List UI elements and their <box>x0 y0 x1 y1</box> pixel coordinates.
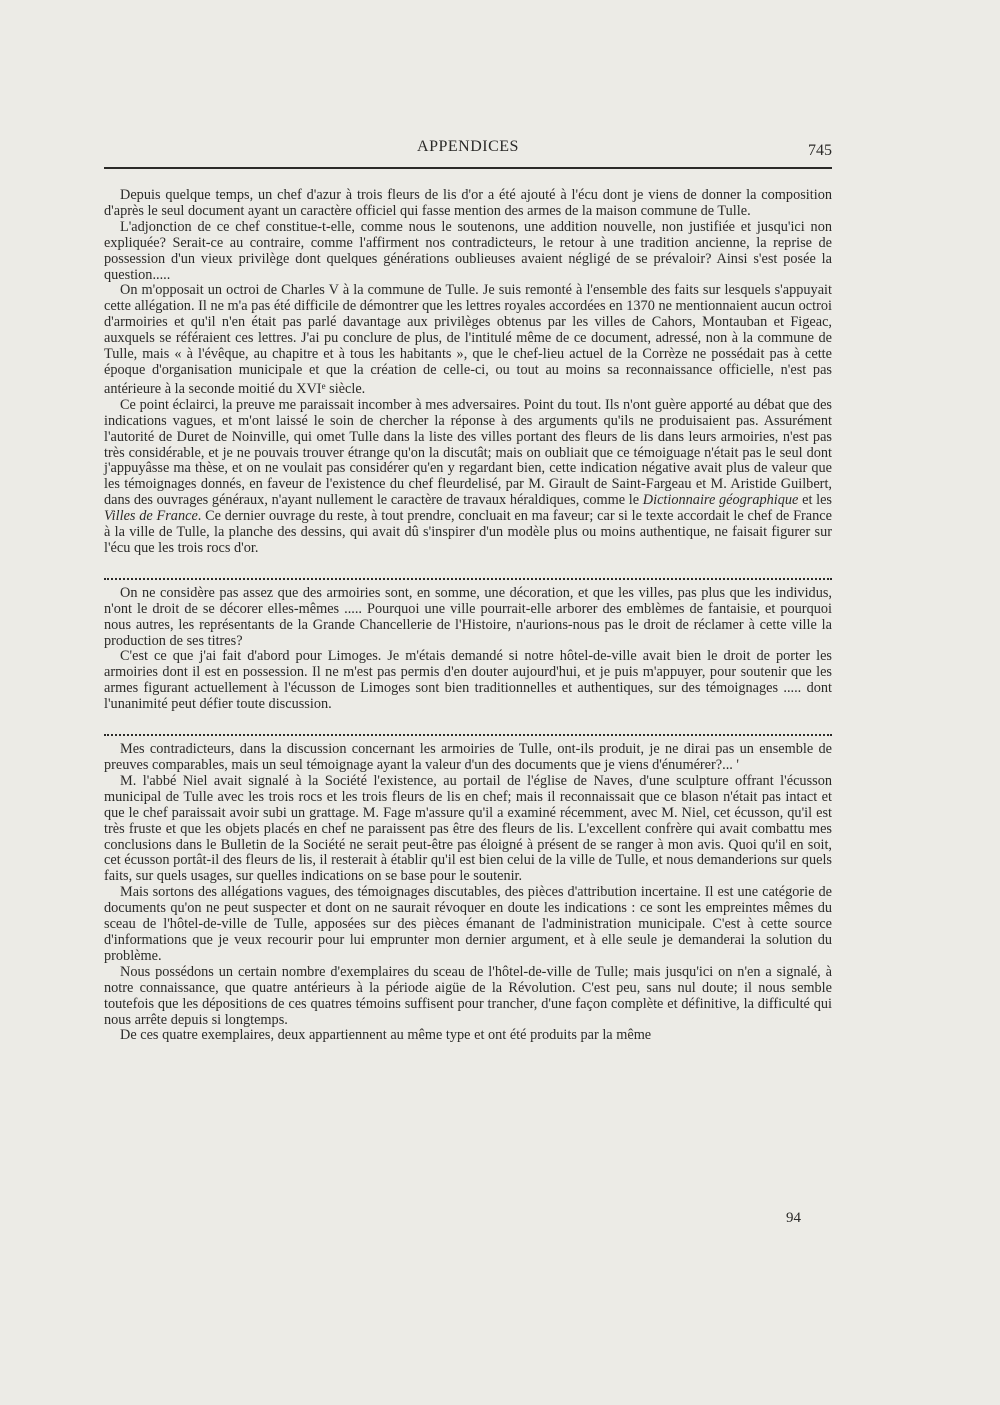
paragraph-text: On m'opposait un octroi de Charles V à la commune de Tulle. Je suis remonté à l'ensemble des faits sur lesquels s'appuyait cette allégation. Il ne m'a pas été difficile de démontrer que les lettres royales accordées en 1370 ne mentionnaient aucun octroi d'armoiries et qu'il n'en était pas parlé davantage aux privilèges obtenus par les villes de Cahors, Montauban et Figeac, auxquels se référaient ces lettres. J'ai pu conclure de plus, de l'intitulé même de ce document, adressé, non à la commune de Tulle, mais « à l'évêque, au chapitre et à tous les habitants », que le chef-lieu actuel de la Corrèze ne possédait pas à cette époque d'organisation municipale et que la création de celle-ci, ou tout au moins sa reconnaissance officielle, n'est pas antérieure à la seconde moitié du <box>104 282 832 397</box>
paragraph: L'adjonction de ce chef constitue-t-elle, comme nous le soutenons, une addition nouvelle, non justifiée et jusqu'ici non expliquée? Serait-ce au contraire, comme l'affirment nos contradicteurs, le retour à une tradition ancienne, la reprise de possession d'un vieux privilège dont quelques générations oublieuses avaient négligé de se prévaloir? Ainsi s'est posée la question..... <box>104 218 832 283</box>
paragraph: Nous possédons un certain nombre d'exemplaires du sceau de l'hôtel-de-ville de Tulle; mais jusqu'ici on n'en a signalé, à notre connaissance, que quatre antérieurs à la période aigüe de la Révolution. C'est peu, sans nul doute; il nous semble toutefois que les dépositions de ces quatres témoins suffisent pour trancher, d'une façon complète et définitive, la difficulté qui nous arrête depuis si longtemps. <box>104 963 832 1028</box>
signature-folio: 94 <box>786 1210 801 1226</box>
paragraph: On ne considère pas assez que des armoiries sont, en somme, une décoration, et que les villes, pas plus que les individus, n'ont le droit de se décorer elles-mêmes ..... Pourquoi une ville pourrait-elle arborer des emblèmes de fantaisie, et pourquoi nous autres, les représentants de la Grande Chancellerie de l'Histoire, n'aurions-nous pas le droit de réclamer à cette ville la production de ses titres? <box>104 584 832 649</box>
paragraph-text-mid: et les <box>798 492 832 509</box>
book-title: Villes de France <box>104 508 198 525</box>
paragraph <box>104 283 832 397</box>
paragraph-text-end: siècle. <box>325 380 366 397</box>
ellipsis-divider <box>104 560 832 580</box>
book-title: Dictionnaire géographique <box>642 492 799 509</box>
paragraph <box>104 398 832 557</box>
ellipsis-divider <box>104 716 832 736</box>
paragraph: Depuis quelque temps, un chef d'azur à trois fleurs de lis d'or a été ajouté à l'écu dont je viens de donner la composition d'après le seul document ayant un caractère officiel qui fasse mention des armes de la maison commune de Tulle. <box>104 187 832 219</box>
paragraph-text-end: . Ce dernier ouvrage du reste, à tout prendre, concluait en ma faveur; car si le texte accordait le chef de France à la ville de Tulle, la planche des dessins, qui avait dû s'inspirer d'un modèle plus ou moins authentique, ne faisait figurer sur l'écu que les trois rocs d'or. <box>104 508 832 556</box>
paragraph: C'est ce que j'ai fait d'abord pour Limoges. Je m'étais demandé si notre hôtel-de-ville avait bien le droit de porter les armoiries dont il est en possession. Il ne m'est pas permis d'en douter aujourd'hui, et je puis m'appuyer, pour soutenir que les armes figurant actuellement à l'écusson de Limoges sont bien traditionnelles et authentiques, sur des témoignages ..... dont l'unanimité peut défier toute discussion. <box>104 648 832 713</box>
header-rule <box>104 167 832 169</box>
page-header <box>104 136 832 166</box>
paragraph: De ces quatre exemplaires, deux appartiennent au même type et ont été produits par la même <box>120 1027 652 1044</box>
paragraph-text: Ce point éclairci, la preuve me paraissait incomber à mes adversaires. Point du tout. Ils n'ont guère apporté au débat que des indications vagues, et m'ont laissé le soin de chercher la réponse à des arguments qu'ils ne produisaient pas. Assurément l'autorité de Duret de Noinville, qui omet Tulle dans la liste des villes portant des fleurs de lis dans leurs armoiries, n'est pas très considérable, et je ne pouvais trouver étrange qu'on la discutât; mais on oubliait que ce témoiguage n'était pas le seul dont j'appuyâsse ma thèse, et on ne voulait pas considérer qu'en y regardant bien, cette indication négative avait plus de valeur que les témoignages donnés, en faveur de l'existence du chef fleurdelisé, par M. Girault de Saint-Fargeau et M. Aristide Guilbert, dans des ouvrages généraux, n'ayant nullement le caractère de travaux héraldiques, comme le <box>104 396 832 509</box>
paragraph: Mais sortons des allégations vagues, des témoignages discutables, des pièces d'attribution incertaine. Il est une catégorie de documents qu'on ne peut suspecter et dont on ne saurait révoquer en doute les indications : ce sont les empreintes mêmes du sceau de l'hôtel-de-ville de Tulle, apposées sur des pièces émanant de l'administration municipale. C'est à cette source d'informations que je veux recourir pour lui emprunter mon dernier argument, et à elle seule je demanderai la solution du problème. <box>104 884 832 964</box>
superscript: e <box>321 380 326 391</box>
page-number: 745 <box>808 142 832 159</box>
paragraph: Mes contradicteurs, dans la discussion concernant les armoiries de Tulle, ont-ils produit, je ne dirai pas un ensemble de preuves comparables, mais un seul témoignage ayant la valeur d'un des documents que je viens d'énumérer?... ' <box>104 741 832 773</box>
body-text <box>104 188 832 1044</box>
century-numeral: XVI <box>296 380 322 397</box>
paragraph: M. l'abbé Niel avait signalé à la Société l'existence, au portail de l'église de Naves, d'une sculpture offrant l'écusson municipal de Tulle avec les trois rocs et les trois fleurs de lis en chef; mais il reconnaissait que ce blason n'était pas intact et que le chef paraissait avoir subi un grattage. M. Fage m'assure qu'il a examiné récemment, avec M. Niel, cet écusson, qu'il est très fruste et que les objets placés en chef ne paraissent pas être des fleurs de lis. L'excellent confrère qui avait combattu mes conclusions dans le Bulletin de la Société ne serait peut-être pas éloigné à présent de se ranger à mon avis. Quoi qu'il en soit, cet écusson portât-il des fleurs de lis, il resterait à établir qu'il est bien celui de la ville de Tulle, et nous demanderions sur quels faits, sur quels usages, sur quelles indications on se base pour le soutenir. <box>104 772 832 885</box>
running-title: APPENDICES <box>417 138 519 155</box>
